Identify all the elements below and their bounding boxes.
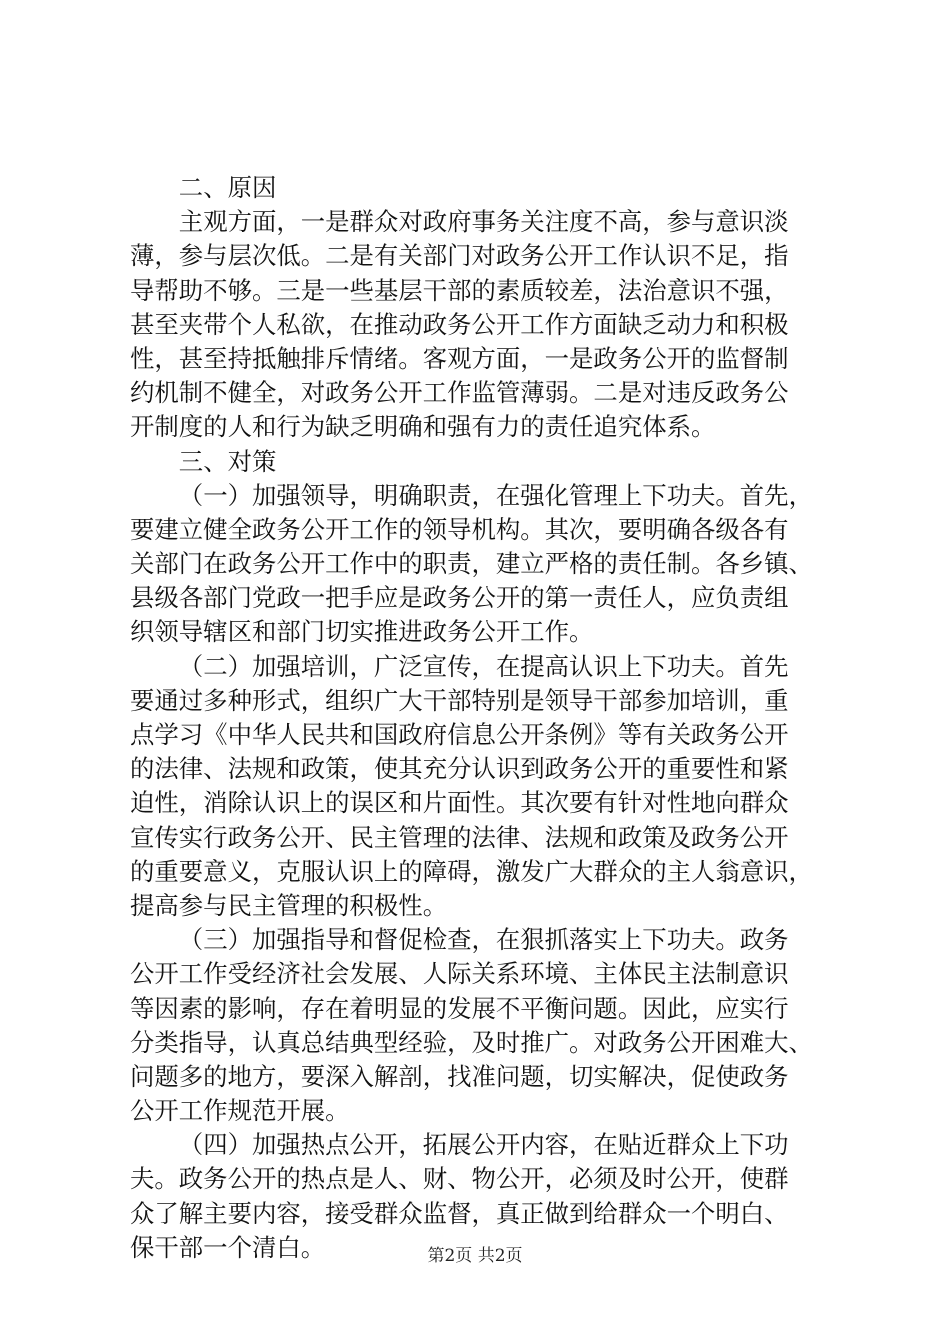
text-line: 甚至夹带个人私欲，在推动政务公开工作方面缺乏动力和积极 [130, 309, 789, 339]
text-line: 县级各部门党政一把手应是政务公开的第一责任人，应负责组 [130, 583, 789, 613]
text-line: 提高参与民主管理的积极性。 [130, 890, 448, 920]
text-line: 主观方面，一是群众对政府事务关注度不高，参与意识淡 [178, 207, 789, 237]
text-line: （三）加强指导和督促检查，在狠抓落实上下功夫。政务 [178, 925, 789, 955]
text-line: 要通过多种形式，组织广大干部特别是领导干部参加培训，重 [130, 685, 789, 715]
text-line: 二、原因 [178, 173, 277, 202]
text-line: （二）加强培训，广泛宣传，在提高认识上下功夫。首先 [178, 651, 789, 681]
text-line: 性，甚至持抵触排斥情绪。客观方面，一是政务公开的监督制 [130, 343, 789, 373]
text-line: 三、对策 [178, 446, 277, 476]
text-line: 宣传实行政务公开、民主管理的法律、法规和政策及政务公开 [130, 822, 789, 852]
text-line: 等因素的影响，存在着明显的发展不平衡问题。因此，应实行 [130, 993, 789, 1023]
text-line: 导帮助不够。三是一些基层干部的素质较差，法治意识不强， [130, 275, 789, 305]
text-line: 薄，参与层次低。二是有关部门对政务公开工作认识不足，指 [130, 241, 789, 271]
text-line: 要建立健全政务公开工作的领导机构。其次，要明确各级各有 [130, 514, 789, 544]
text-line: 分类指导，认真总结典型经验，及时推广。对政务公开困难大、 [130, 1027, 813, 1057]
text-line: 关部门在政务公开工作中的职责，建立严格的责任制。各乡镇、 [130, 549, 813, 579]
text-line: （四）加强热点公开，拓展公开内容，在贴近群众上下功 [178, 1130, 789, 1160]
text-line: 公开工作规范开展。 [130, 1096, 350, 1126]
text-line: 问题多的地方，要深入解剖，找准问题，切实解决，促使政务 [130, 1061, 789, 1091]
text-line: 点学习《中华人民共和国政府信息公开条例》等有关政务公开 [130, 720, 789, 749]
text-line: 的法律、法规和政策，使其充分认识到政务公开的重要性和紧 [130, 754, 789, 784]
text-line: 夫。政务公开的热点是人、财、物公开，必须及时公开，使群 [130, 1164, 789, 1194]
text-line: 开制度的人和行为缺乏明确和强有力的责任追究体系。 [130, 412, 716, 442]
page-footer: 第2页 共2页 [427, 1246, 523, 1266]
text-line: （一）加强领导，明确职责，在强化管理上下功夫。首先， [178, 480, 813, 510]
document-body [130, 171, 830, 1265]
text-line: 众了解主要内容，接受群众监督，真正做到给群众一个明白、 [130, 1198, 789, 1228]
text-line: 保干部一个清白。 [130, 1232, 326, 1262]
text-line: 约机制不健全，对政务公开工作监管薄弱。二是对违反政务公 [130, 378, 789, 408]
text-line: 迫性，消除认识上的误区和片面性。其次要有针对性地向群众 [130, 788, 789, 818]
text-line: 公开工作受经济社会发展、人际关系环境、主体民主法制意识 [130, 959, 789, 989]
text-line: 的重要意义，克服认识上的障碍，激发广大群众的主人翁意识， [130, 856, 813, 886]
text-line: 织领导辖区和部门切实推进政务公开工作。 [130, 617, 594, 647]
